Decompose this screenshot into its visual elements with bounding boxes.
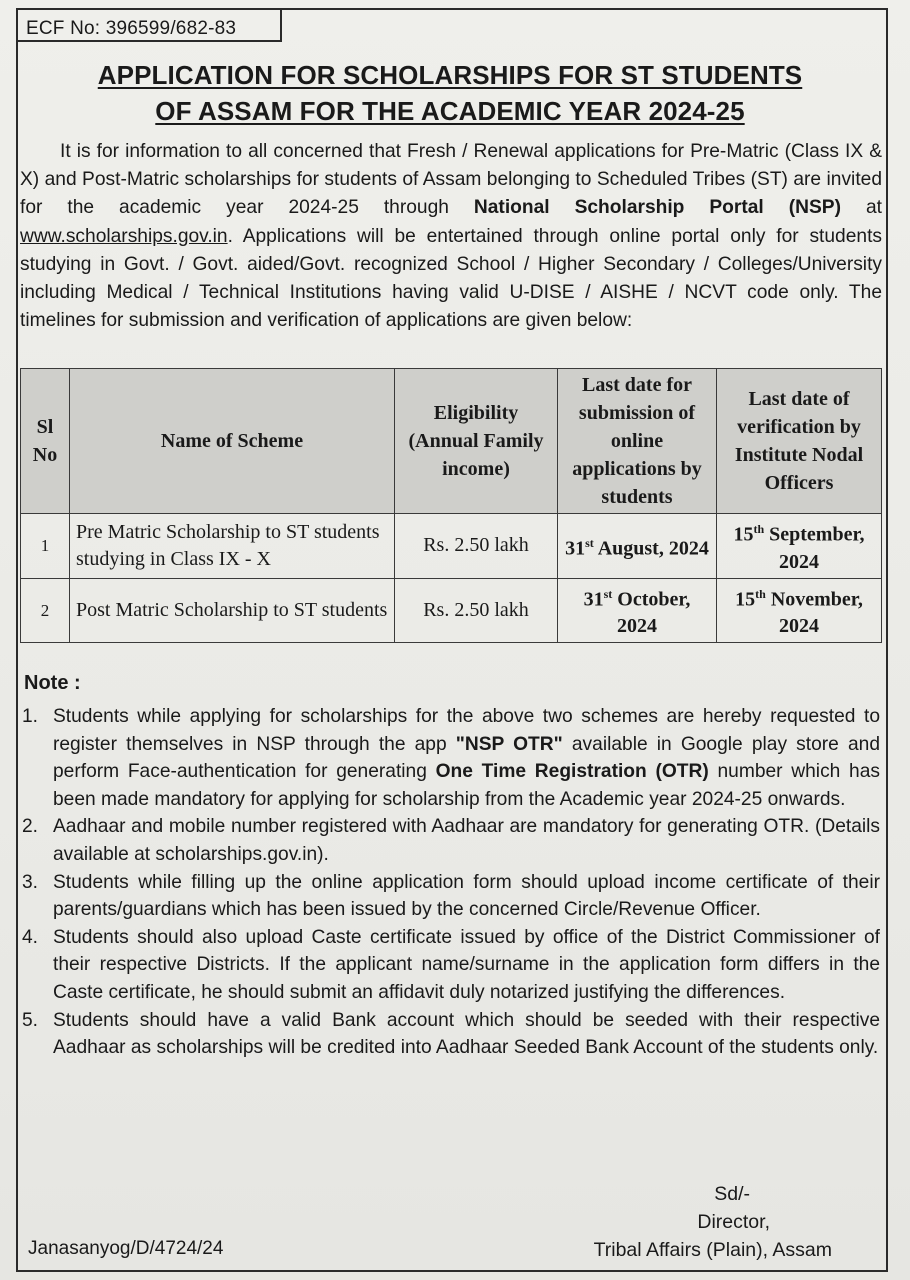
note-heading: Note : — [24, 672, 81, 694]
signatory-title: Director, — [697, 1211, 770, 1233]
intro-portal-name: National Scholarship Portal (NSP) — [473, 197, 841, 219]
note-item — [20, 703, 880, 813]
reference-number: Janasanyog/D/4724/24 — [28, 1238, 224, 1259]
scholarship-table — [20, 368, 882, 643]
header-verification-date: Last date of verification by Institute Nodal Officers — [717, 369, 882, 514]
row-submission-date — [558, 514, 717, 579]
note-item — [20, 869, 880, 924]
row-verification-date — [717, 578, 882, 643]
intro-paragraph — [20, 138, 882, 335]
date-rest: September, 2024 — [764, 523, 865, 573]
table-row — [21, 514, 882, 579]
note-number: 3. — [22, 871, 39, 893]
row-eligibility: Rs. 2.50 lakh — [395, 514, 558, 579]
date-suffix: st — [603, 586, 613, 601]
notes-list — [20, 703, 880, 1062]
note-bold: One Time Registration (OTR) — [435, 761, 709, 783]
ecf-number: ECF No: 396599/682-83 — [26, 18, 237, 39]
row-sl: 1 — [21, 514, 70, 579]
title-line-1: APPLICATION FOR SCHOLARSHIPS FOR ST STUDENTS — [97, 60, 803, 90]
date-suffix: th — [753, 522, 765, 536]
note-text: Students should have a valid Bank account which should be seeded with their respective Aadhaar as scholarships will be credited into Aadhaar Seeded Bank Account of the students only. — [53, 1009, 880, 1059]
note-bold: "NSP OTR" — [455, 733, 563, 755]
header-eligibility: Eligibility (Annual Family income) — [395, 369, 558, 514]
portal-url: www.scholarships.gov.in — [20, 225, 228, 247]
note-number: 4. — [22, 926, 39, 948]
date-rest: November, 2024 — [765, 588, 863, 638]
header-scheme-name: Name of Scheme — [70, 369, 395, 514]
table-row — [21, 578, 882, 643]
signed-mark: Sd/- — [714, 1183, 750, 1205]
intro-text-c: . Applications will be entertained through online portal only for students studying in Govt. / Govt. aided/Govt. recognized School / Higher Secondary / Colleges/University including Medical / Technical Institutions having valid U-DISE / AISHE / NCVT code only. The timelines for submission and verification of applications are given below: — [20, 225, 882, 332]
note-text: Students should also upload Caste certificate issued by office of the District Commissioner of their respective Districts. If the applicant name/surname in the application form differs in the Caste certificate, he should submit an affidavit duly notarized justifying the differences. — [53, 926, 880, 1003]
title-line-2: OF ASSAM FOR THE ACADEMIC YEAR 2024-25 — [155, 96, 745, 126]
signatory-department: Tribal Affairs (Plain), Assam — [593, 1239, 832, 1261]
date-day: 31 — [583, 588, 604, 611]
intro-text-a: It is for information to all concerned that Fresh / Renewal applications for Pre-Matric (Class IX & X) and Post-Matric scholarships for students of Assam belonging to Scheduled Tribes (ST) are invited for the academic year 2024-25 through — [20, 141, 882, 219]
date-rest: October, 2024 — [612, 588, 691, 638]
row-sl: 2 — [21, 578, 70, 643]
date-suffix: th — [755, 586, 766, 601]
note-number: 5. — [22, 1009, 39, 1031]
header-submission-date: Last date for submission of online applications by students — [558, 369, 717, 514]
note-number: 2. — [22, 816, 39, 838]
note-item — [20, 1007, 880, 1062]
row-submission-date — [558, 578, 717, 643]
note-text: Aadhaar and mobile number registered with Aadhaar are mandatory for generating OTR. (Details available at scholarships.gov.in). — [53, 816, 880, 865]
note-text: number which has been made mandatory for applying for scholarship from the Academic year 2024-25 onwards. — [53, 761, 880, 810]
note-item — [20, 813, 880, 868]
note-number: 1. — [22, 706, 39, 727]
signature-block — [516, 1180, 846, 1264]
note-text: Students while filling up the online application form should upload income certificate of their parents/guardians which has been issued by the concerned Circle/Revenue Officer. — [53, 871, 880, 921]
date-day: 15 — [735, 588, 756, 611]
date-day: 15 — [733, 523, 754, 546]
note-text: available in Google play store and perform Face-authentication for generating — [53, 733, 880, 783]
row-scheme-name: Pre Matric Scholarship to ST students studying in Class IX - X — [70, 514, 395, 579]
date-day: 31 — [565, 537, 586, 560]
row-eligibility: Rs. 2.50 lakh — [395, 578, 558, 643]
intro-text-b: at — [840, 197, 882, 219]
row-verification-date — [717, 514, 882, 579]
row-scheme-name: Post Matric Scholarship to ST students — [70, 578, 395, 643]
date-rest: August, 2024 — [593, 537, 709, 560]
header-sl-no: Sl No — [21, 369, 70, 514]
note-text: Students while applying for scholarships for the above two schemes are hereby requested to register themselves in NSP through the app — [53, 706, 880, 755]
table-header-row — [21, 369, 882, 514]
date-suffix: st — [585, 535, 594, 550]
note-item — [20, 924, 880, 1007]
